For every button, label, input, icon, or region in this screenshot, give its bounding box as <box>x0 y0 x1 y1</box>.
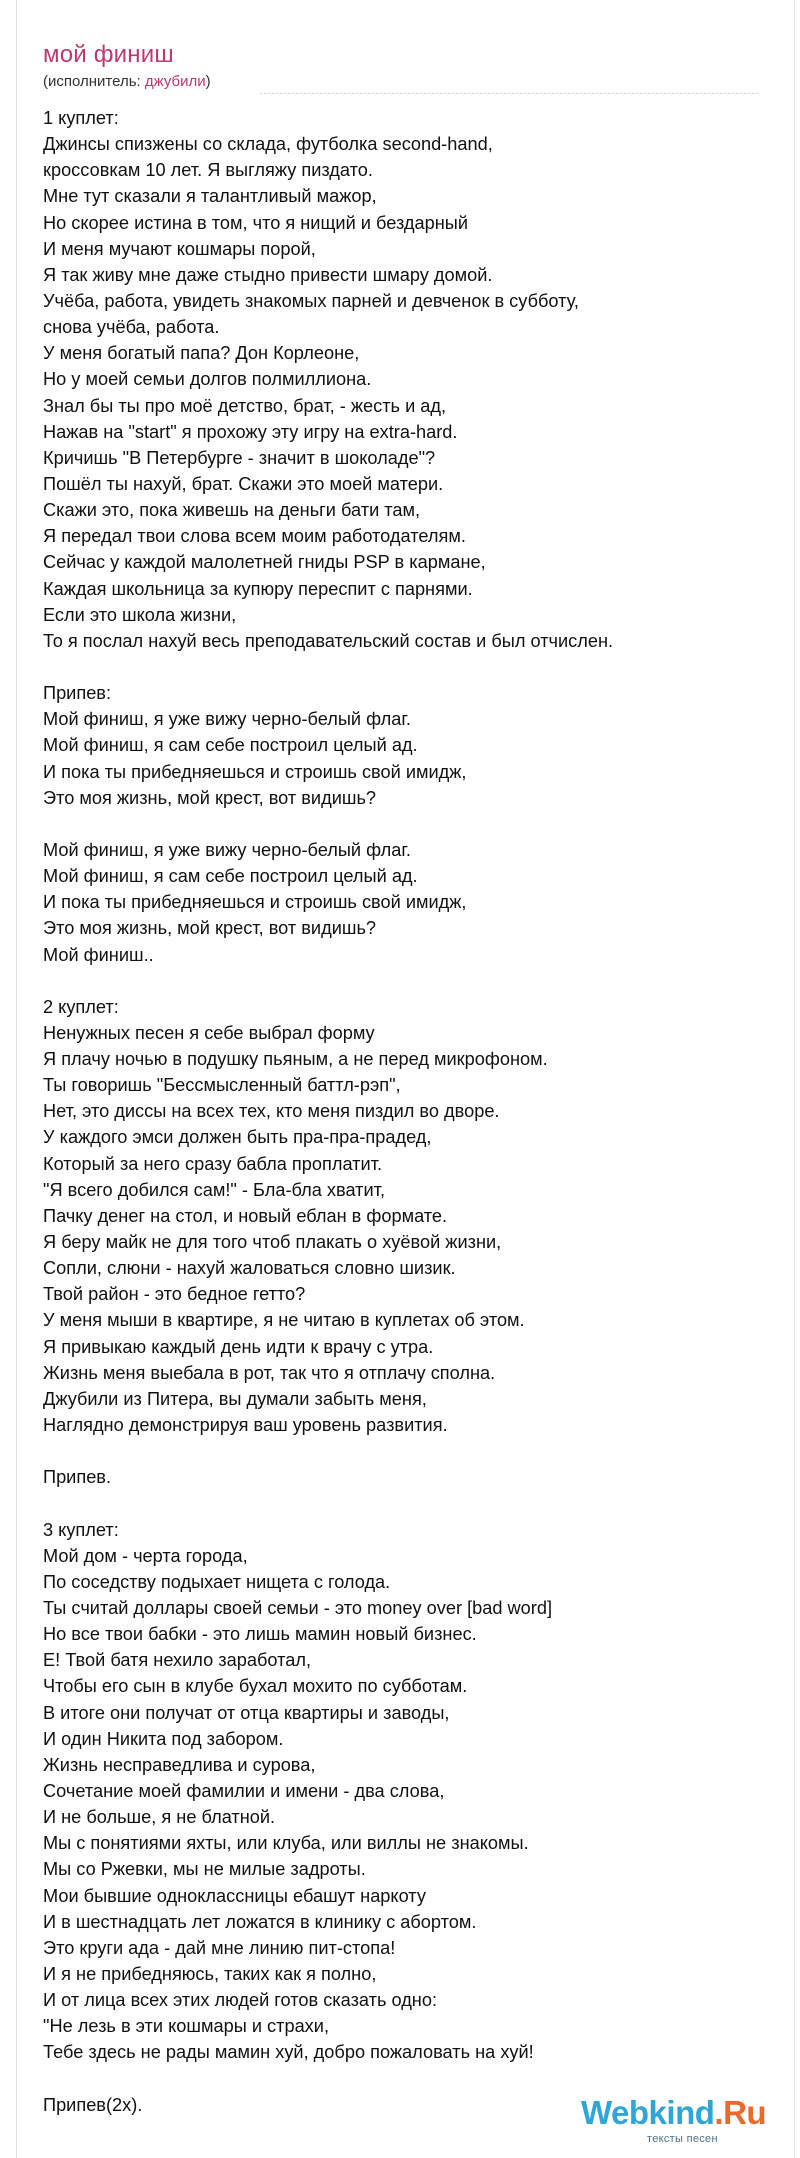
webkind-logo[interactable] <box>581 2094 781 2154</box>
artist-suffix: ) <box>205 73 211 90</box>
logo-wordmark <box>581 2094 766 2132</box>
artist-line <box>43 72 211 92</box>
song-title: мой финиш <box>43 41 174 68</box>
artist-prefix: (исполнитель: <box>43 73 145 90</box>
artist-link[interactable]: джубили <box>144 73 206 90</box>
logo-tld-text: .Ru <box>714 2094 767 2131</box>
lyrics-text: 1 куплет: Джинсы спизжены со склада, футболка second-hand, кроссовкам 10 лет. Я выгляжу пиздато. Мне тут сказали я талантливый мажор, Но скорее истина в том, что я нищий и бездарный И меня мучают кошмары порой, Я так живу мне даже стыдно привести шмару домой. Учёба, работа, увидеть знакомых парней и девченок в субботу, снова учёба, работа. У меня богатый папа? Дон Корлеоне, Но у моей семьи долгов полмиллиона. Знал бы ты про моё детство, брат, - жесть и ад, Нажав на "start" я прохожу эту игру на extra-hard. Кричишь "В Петербурге - значит в шоколаде"? Пошёл ты нахуй, брат. Скажи это моей матери. Скажи это, пока живешь на деньги бати там, Я передал твои слова всем моим работодателям. Сейчас у каждой малолетней гниды PSP в кармане, Каждая школьница за купюру переспит с парнями. Если это школа жизни, То я послал нахуй весь преподавательский состав и был отчислен. Припев: Мой финиш, я уже вижу черно-белый флаг. Мой финиш, я сам себе построил целый ад. И пока ты прибедняешься и строишь свой имидж, Это моя жизнь, мой крест, вот видишь? Мой финиш, я уже вижу черно-белый флаг. Мой финиш, я сам себе построил целый ад. И пока ты прибедняешься и строишь свой имидж, Это моя жизнь, мой крест, вот видишь? Мой финиш.. 2 куплет: Ненужных песен я себе выбрал форму Я плачу ночью в подушку пьяным, а не перед микрофоном. Ты говоришь "Бессмысленный баттл-рэп", Нет, это диссы на всех тех, кто меня пиздил во дворе. У каждого эмси должен быть пра-пра-прадед, Который за него сразу бабла проплатит. "Я всего добился сам!" - Бла-бла хватит, Пачку денег на стол, и новый еблан в формате. Я беру майк не для того чтоб плакать о хуёвой жизни, Сопли, слюни - нахуй жаловаться словно шизик. Твой район - это бедное гетто? У меня мыши в квартире, я не читаю в куплетах об этом. Я привыкаю каждый день идти к врачу с утра. Жизнь меня выебала в рот, так что я отплачу сполна. Джубили из Питера, вы думали забыть меня, Наглядно демонстрируя ваш уровень развития. Припев. 3 куплет: Мой дом - черта города, По соседству подыхает нищета с голода. Ты считай доллары своей семьи - это money over [bad word] Но все твои бабки - это лишь мамин новый бизнес. Е! Твой батя нехило заработал, Чтобы его сын в клубе бухал мохито по субботам. В итоге они получат от отца квартиры и заводы, И один Никита под забором. Жизнь несправедлива и сурова, Сочетание моей фамилии и имени - два слова, И не больше, я не блатной. Мы с понятиями яхты, или клуба, или виллы не знакомы. Мы со Ржевки, мы не милые задроты. Мои бывшие одноклассницы ебашут наркоту И в шестнадцать лет ложатся в клинику с абортом. Это круги ада - дай мне линию пит-стопа! И я не прибедняюсь, таких как я полно, И от лица всех этих людей готов сказать одно: "Не лезь в эти кошмары и страхи, Тебе здесь не рады мамин хуй, добро пожаловать на хуй! Припев(2x). <box>43 108 614 2115</box>
title-divider <box>260 93 760 94</box>
logo-main-text: Webkind <box>581 2094 715 2131</box>
logo-subtitle: тексты песен <box>647 2133 718 2145</box>
